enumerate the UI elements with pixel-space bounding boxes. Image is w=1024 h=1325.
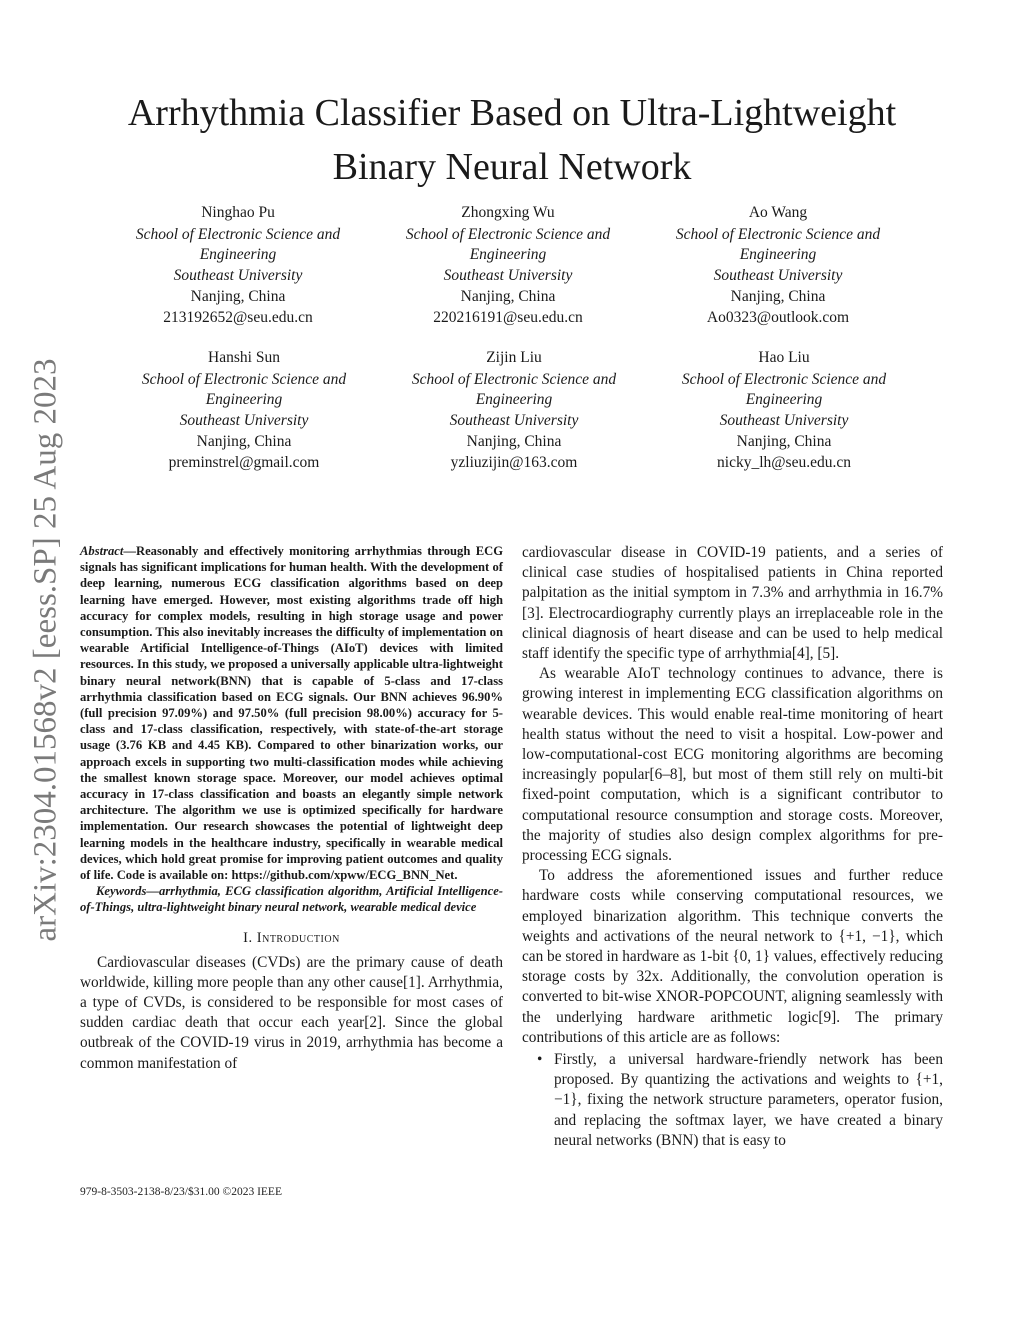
author-email: yzliuzijin@163.com bbox=[450, 453, 578, 471]
author-name: Zhongxing Wu bbox=[461, 204, 555, 221]
author-affiliation: School of Electronic Science and bbox=[675, 225, 881, 243]
paper-title: Arrhythmia Classifier Based on Ultra-Lightweight Binary Neural Network bbox=[127, 92, 897, 188]
contributions-list bbox=[522, 1050, 943, 1151]
section-title: Introduction bbox=[256, 929, 340, 946]
body-paragraph: As wearable AIoT technology continues to advance, there is growing interest in implementing ECG classification algorithms on wearable devices. This would enable real-time monitoring of heart health status without the need to visit a hospital. Low-power and low-computational-cost ECG monitoring algorithms are becoming increasingly popular[6–8], but most of them still rely on multi-bit fixed-point computation, which is a significant contributor to computational resource consumption and storage costs. Moreover, the majority of studies also design complex algorithms for pre-processing ECG signals. bbox=[522, 665, 943, 865]
author-name: Ao Wang bbox=[748, 204, 808, 221]
author-affiliation-cont: Engineering bbox=[745, 391, 823, 409]
author-university: Southeast University bbox=[173, 267, 303, 285]
author-affiliation-cont: Engineering bbox=[199, 246, 277, 264]
abstract bbox=[80, 543, 503, 883]
author-affiliation: School of Electronic Science and bbox=[681, 370, 887, 388]
author-affiliation: School of Electronic Science and bbox=[405, 225, 611, 243]
author-city: Nanjing, China bbox=[190, 287, 286, 305]
author-block bbox=[94, 348, 394, 473]
author-city: Nanjing, China bbox=[730, 287, 826, 305]
author-university: Southeast University bbox=[449, 412, 579, 430]
author-affiliation-cont: Engineering bbox=[739, 246, 817, 264]
author-university: Southeast University bbox=[719, 412, 849, 430]
author-city: Nanjing, China bbox=[460, 287, 556, 305]
author-affiliation: School of Electronic Science and bbox=[141, 370, 347, 388]
author-affiliation-cont: Engineering bbox=[475, 391, 553, 409]
section-number: I. bbox=[243, 929, 253, 946]
author-email: nicky_lh@seu.edu.cn bbox=[717, 453, 851, 471]
section-heading bbox=[80, 930, 503, 947]
author-block bbox=[628, 203, 928, 328]
author-block bbox=[358, 203, 658, 328]
author-university: Southeast University bbox=[179, 412, 309, 430]
author-block bbox=[364, 348, 664, 473]
left-column bbox=[80, 543, 503, 1074]
body-paragraph: cardiovascular disease in COVID-19 patients, and a series of clinical case studies of hospitalised patients in China reported palpitation as the initial symptom in 7.3% and arrhythmia in 16.7%[3]. Electrocardiography currently plays an irreplaceable role in the clinical diagnosis of heart disease and can be used to help medical staff identify the specific type of arrhythmia[4], [5]. bbox=[522, 544, 943, 663]
author-university: Southeast University bbox=[713, 267, 843, 285]
right-column bbox=[522, 543, 943, 1151]
author-email: Ao0323@outlook.com bbox=[706, 308, 850, 326]
keywords: Keywords—arrhythmia, ECG classification algorithm, Artificial Intelligence-of-Things, ultra-lightweight binary neural network, wearable medical device bbox=[80, 884, 503, 915]
author-name: Hanshi Sun bbox=[208, 349, 280, 366]
author-block bbox=[88, 203, 388, 328]
abstract-label: Abstract bbox=[80, 544, 124, 558]
author-affiliation-cont: Engineering bbox=[469, 246, 547, 264]
arxiv-watermark bbox=[20, 345, 72, 955]
author-block bbox=[634, 348, 934, 473]
author-email: preminstrel@gmail.com bbox=[168, 453, 320, 471]
author-affiliation: School of Electronic Science and bbox=[135, 225, 341, 243]
arxiv-id-text: arXiv:2304.01568v2 [eess.SP] 25 Aug 2023 bbox=[27, 358, 64, 942]
author-email: 220216191@seu.edu.cn bbox=[433, 308, 583, 326]
author-city: Nanjing, China bbox=[196, 432, 292, 450]
author-affiliation: School of Electronic Science and bbox=[411, 370, 617, 388]
author-name: Hao Liu bbox=[758, 349, 810, 366]
author-university: Southeast University bbox=[443, 267, 573, 285]
body-paragraph: To address the aforementioned issues and further reduce hardware costs while conserving computational resources, we employed binarization algorithm. This technique converts the weights and activations of the neural network to {+1, −1}, which can be stored in hardware as 1-bit {0, 1} values, effectively reducing storage costs by 32x. Additionally, the convolution operation is converted to bit-wise XNOR-POPCOUNT, aligning seamlessly with the underlying hardware arithmetic logic[9]. The primary contributions of this article are as follows: bbox=[522, 867, 943, 1046]
intro-paragraph: Cardiovascular diseases (CVDs) are the primary cause of death worldwide, killing more people than any other cause[1]. Arrhythmia, a type of CVDs, is considered to be responsible for most cases of sudden cardiac death that occur each year[2]. Since the global outbreak of the COVID-19 virus in 2019, arrhythmia has become a common manifestation of bbox=[80, 953, 503, 1072]
author-email: 213192652@seu.edu.cn bbox=[163, 308, 313, 326]
abstract-text: —Reasonably and effectively monitoring arrhythmias through ECG signals has significant implications for human health. With the development of deep learning, numerous ECG classification algorithms based on deep learning have emerged. However, most existing algorithms trade off high accuracy for complex models, resulting in high storage usage and power consumption. This also inevitably increases the difficulty of implementation on wearable Artificial Intelligence-of-Things (AIoT) devices with limited resources. In this study, we proposed a universally applicable ultra-lightweight binary neural network(BNN) that is capable of 5-class and 17-class arrhythmia classification based on ECG signals. Our BNN achieves 96.90% (full precision 97.09%) and 97.50% (full precision 98.00%) accuracy for 5-class and 17-class classification, respectively, with state-of-the-art storage usage (3.76 KB and 4.45 KB). Compared to other binarization works, our approach excels in supporting two multi-classification modes while achieving the smallest known storage space. Moreover, our model achieves optimal accuracy in 17-class classification and boasts an elegantly simple network architecture. The algorithm we use is optimized specifically for hardware implementation. Our research showcases the potential of lightweight deep learning models in the healthcare industry, specifically in wearable medical devices, which hold great promise for improving patient outcomes and quality of life. Code is available on: https://github.com/xpww/ECG_BNN_Net. bbox=[80, 544, 503, 883]
copyright-footnote: 979-8-3503-2138-8/23/$31.00 ©2023 IEEE bbox=[80, 1186, 282, 1198]
list-item: • Firstly, a universal hardware-friendly network has been proposed. By quantizing the activations and weights to {+1, −1}, fixing the network structure parameters, operator fusion, and replacing the softmax layer, we have created a binary neural networks (BNN) that is easy to bbox=[554, 1050, 943, 1151]
author-name: Zijin Liu bbox=[486, 349, 542, 366]
author-city: Nanjing, China bbox=[466, 432, 562, 450]
author-city: Nanjing, China bbox=[736, 432, 832, 450]
author-name: Ninghao Pu bbox=[201, 204, 275, 221]
author-affiliation-cont: Engineering bbox=[205, 391, 283, 409]
